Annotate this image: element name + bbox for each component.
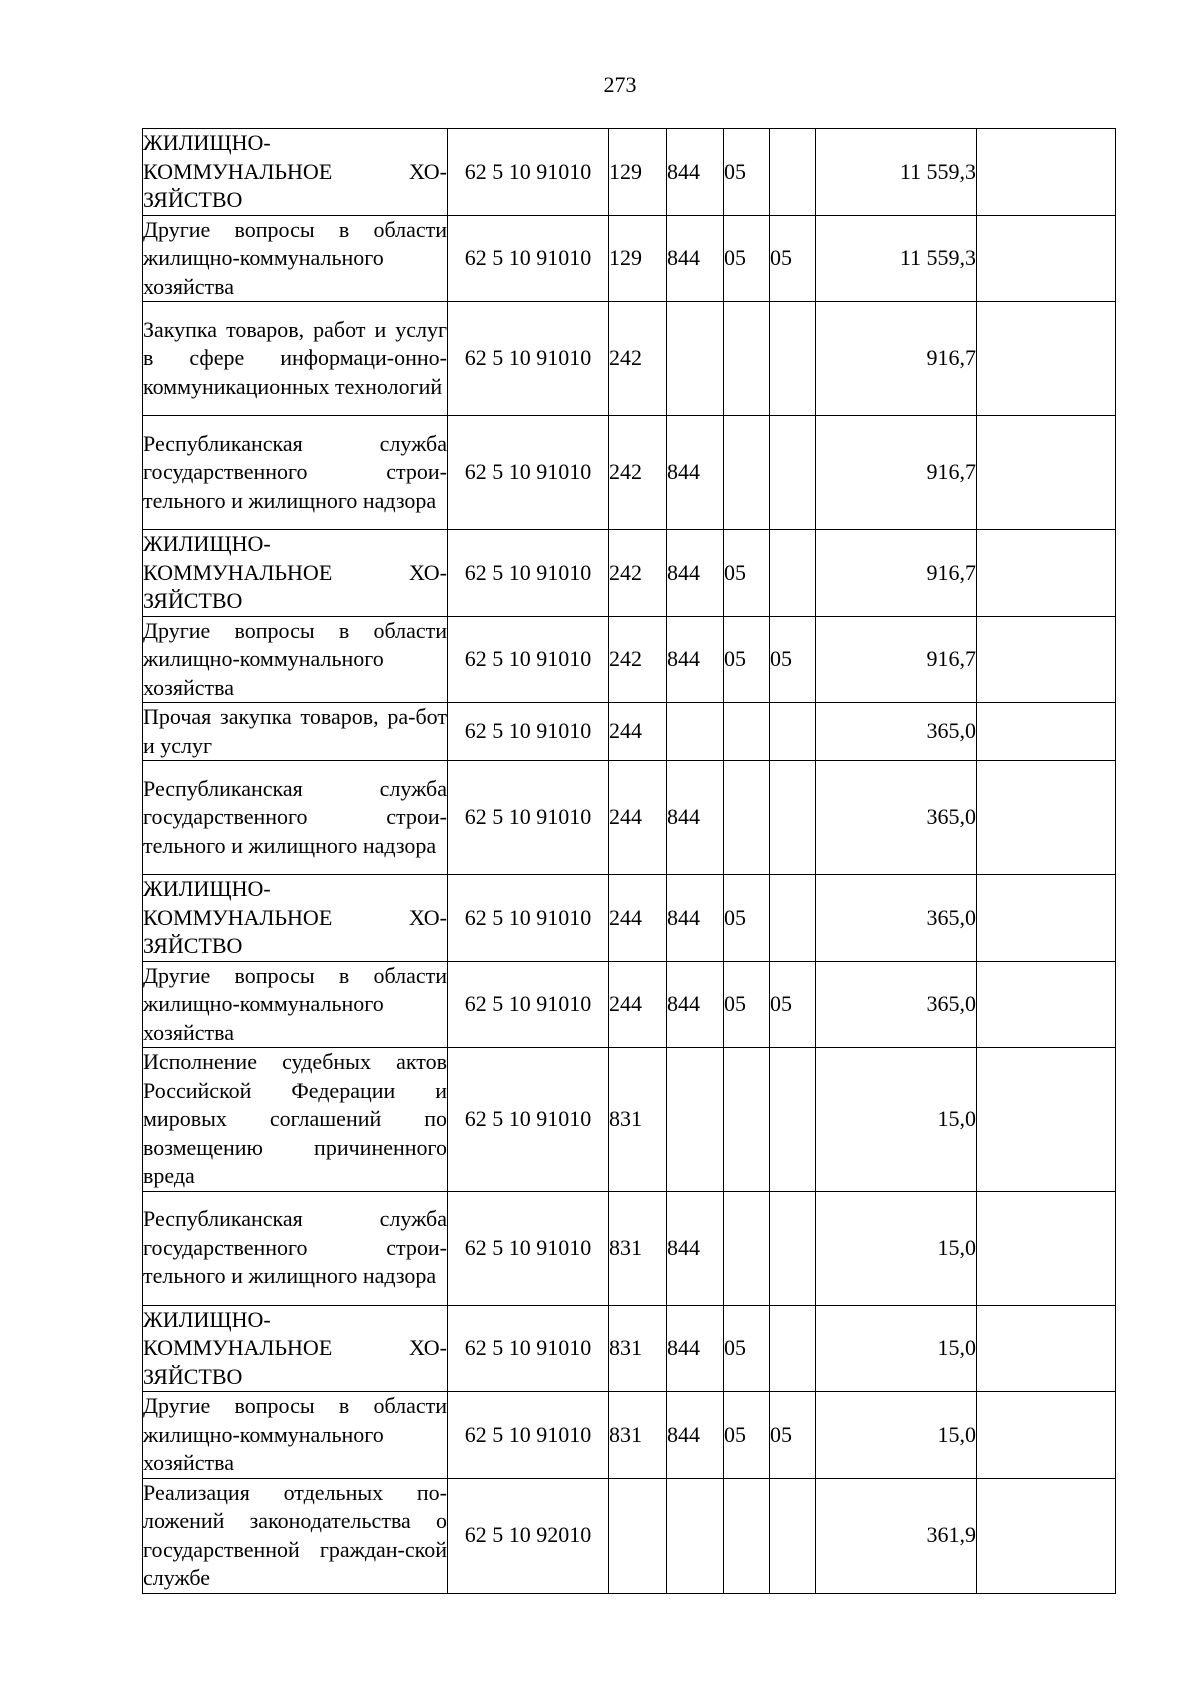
department-code-cell: 844 — [667, 961, 724, 1048]
expense-type-code-cell: 244 — [609, 875, 667, 962]
section-code-cell — [724, 1478, 770, 1593]
target-article-code-cell: 62 5 10 91010 — [448, 1392, 609, 1479]
expense-type-code-cell: 242 — [609, 416, 667, 530]
table-row — [143, 1191, 1116, 1305]
section-code-cell: 05 — [724, 875, 770, 962]
amount-cell: 365,0 — [816, 961, 977, 1048]
empty-cell — [977, 1191, 1116, 1305]
subsection-code-cell: 05 — [770, 1392, 816, 1479]
amount-cell: 15,0 — [816, 1305, 977, 1392]
section-code-cell: 05 — [724, 215, 770, 302]
subsection-code-cell — [770, 530, 816, 617]
empty-cell — [977, 703, 1116, 761]
table-row — [143, 961, 1116, 1048]
expense-type-code-cell: 831 — [609, 1191, 667, 1305]
empty-cell — [977, 215, 1116, 302]
amount-cell: 361,9 — [816, 1478, 977, 1593]
expense-type-code-cell — [609, 1478, 667, 1593]
amount-cell: 365,0 — [816, 875, 977, 962]
empty-cell — [977, 1392, 1116, 1479]
department-code-cell: 844 — [667, 215, 724, 302]
section-code-cell — [724, 416, 770, 530]
section-code-cell — [724, 703, 770, 761]
department-code-cell: 844 — [667, 761, 724, 875]
expense-name-cell: Другие вопросы в области жилищно-коммунального хозяйства — [143, 1392, 448, 1479]
subsection-code-cell — [770, 416, 816, 530]
expense-name-cell: Республиканская служба государственного строи-тельного и жилищного надзора — [143, 1191, 448, 1305]
empty-cell — [977, 875, 1116, 962]
table-body — [143, 129, 1116, 1594]
expense-type-code-cell: 244 — [609, 761, 667, 875]
table-row — [143, 1305, 1116, 1392]
table-row — [143, 302, 1116, 416]
expense-type-code-cell: 831 — [609, 1048, 667, 1192]
table-row — [143, 875, 1116, 962]
subsection-code-cell — [770, 875, 816, 962]
department-code-cell — [667, 703, 724, 761]
department-code-cell — [667, 1048, 724, 1192]
target-article-code-cell: 62 5 10 91010 — [448, 129, 609, 216]
department-code-cell: 844 — [667, 1392, 724, 1479]
section-code-cell: 05 — [724, 1392, 770, 1479]
target-article-code-cell: 62 5 10 91010 — [448, 616, 609, 703]
subsection-code-cell — [770, 761, 816, 875]
department-code-cell — [667, 1478, 724, 1593]
expense-type-code-cell: 242 — [609, 302, 667, 416]
table-row — [143, 1048, 1116, 1192]
expense-name-cell: Другие вопросы в области жилищно-коммунального хозяйства — [143, 215, 448, 302]
expense-name-cell: Реализация отдельных по-ложений законодательства о государственной граждан-ской службе — [143, 1478, 448, 1593]
section-code-cell: 05 — [724, 129, 770, 216]
target-article-code-cell: 62 5 10 91010 — [448, 703, 609, 761]
empty-cell — [977, 1478, 1116, 1593]
empty-cell — [977, 416, 1116, 530]
target-article-code-cell: 62 5 10 91010 — [448, 875, 609, 962]
empty-cell — [977, 616, 1116, 703]
subsection-code-cell — [770, 1305, 816, 1392]
expense-name-cell: ЖИЛИЩНО-КОММУНАЛЬНОЕ ХО-ЗЯЙСТВО — [143, 1305, 448, 1392]
amount-cell: 15,0 — [816, 1392, 977, 1479]
table-row — [143, 416, 1116, 530]
subsection-code-cell — [770, 1478, 816, 1593]
expense-name-cell: ЖИЛИЩНО-КОММУНАЛЬНОЕ ХО-ЗЯЙСТВО — [143, 129, 448, 216]
section-code-cell — [724, 761, 770, 875]
expense-type-code-cell: 244 — [609, 961, 667, 1048]
target-article-code-cell: 62 5 10 91010 — [448, 761, 609, 875]
section-code-cell: 05 — [724, 530, 770, 617]
target-article-code-cell: 62 5 10 91010 — [448, 530, 609, 617]
table-row — [143, 1478, 1116, 1593]
department-code-cell: 844 — [667, 616, 724, 703]
expense-name-cell: Республиканская служба государственного строи-тельного и жилищного надзора — [143, 761, 448, 875]
amount-cell: 916,7 — [816, 302, 977, 416]
amount-cell: 365,0 — [816, 761, 977, 875]
table-row — [143, 215, 1116, 302]
table-row — [143, 703, 1116, 761]
subsection-code-cell: 05 — [770, 961, 816, 1048]
target-article-code-cell: 62 5 10 91010 — [448, 1305, 609, 1392]
expense-type-code-cell: 242 — [609, 616, 667, 703]
amount-cell: 365,0 — [816, 703, 977, 761]
budget-table — [142, 128, 1116, 1594]
expense-name-cell: Исполнение судебных актов Российской Федерации и мировых соглашений по возмещению причиненного вреда — [143, 1048, 448, 1192]
target-article-code-cell: 62 5 10 91010 — [448, 961, 609, 1048]
empty-cell — [977, 961, 1116, 1048]
table-row — [143, 1392, 1116, 1479]
target-article-code-cell: 62 5 10 91010 — [448, 215, 609, 302]
expense-name-cell: Другие вопросы в области жилищно-коммунального хозяйства — [143, 616, 448, 703]
amount-cell: 11 559,3 — [816, 129, 977, 216]
department-code-cell — [667, 302, 724, 416]
expense-name-cell: Республиканская служба государственного строи-тельного и жилищного надзора — [143, 416, 448, 530]
section-code-cell — [724, 302, 770, 416]
empty-cell — [977, 1305, 1116, 1392]
empty-cell — [977, 530, 1116, 617]
subsection-code-cell — [770, 302, 816, 416]
subsection-code-cell — [770, 703, 816, 761]
expense-type-code-cell: 129 — [609, 215, 667, 302]
department-code-cell: 844 — [667, 416, 724, 530]
target-article-code-cell: 62 5 10 91010 — [448, 1048, 609, 1192]
page-number: 273 — [603, 72, 637, 97]
empty-cell — [977, 761, 1116, 875]
department-code-cell: 844 — [667, 1305, 724, 1392]
empty-cell — [977, 302, 1116, 416]
department-code-cell: 844 — [667, 1191, 724, 1305]
expense-name-cell: Другие вопросы в области жилищно-коммунального хозяйства — [143, 961, 448, 1048]
section-code-cell — [724, 1191, 770, 1305]
empty-cell — [977, 1048, 1116, 1192]
expense-name-cell: ЖИЛИЩНО-КОММУНАЛЬНОЕ ХО-ЗЯЙСТВО — [143, 530, 448, 617]
expense-type-code-cell: 831 — [609, 1392, 667, 1479]
expense-type-code-cell: 242 — [609, 530, 667, 617]
expense-type-code-cell: 129 — [609, 129, 667, 216]
table-row — [143, 129, 1116, 216]
amount-cell: 916,7 — [816, 530, 977, 617]
section-code-cell: 05 — [724, 961, 770, 1048]
section-code-cell — [724, 1048, 770, 1192]
subsection-code-cell — [770, 129, 816, 216]
department-code-cell: 844 — [667, 129, 724, 216]
expense-name-cell: Закупка товаров, работ и услуг в сфере информаци-онно-коммуникационных технологий — [143, 302, 448, 416]
subsection-code-cell: 05 — [770, 215, 816, 302]
amount-cell: 916,7 — [816, 616, 977, 703]
subsection-code-cell — [770, 1048, 816, 1192]
amount-cell: 11 559,3 — [816, 215, 977, 302]
expense-type-code-cell: 831 — [609, 1305, 667, 1392]
subsection-code-cell: 05 — [770, 616, 816, 703]
expense-name-cell: ЖИЛИЩНО-КОММУНАЛЬНОЕ ХО-ЗЯЙСТВО — [143, 875, 448, 962]
target-article-code-cell: 62 5 10 91010 — [448, 302, 609, 416]
target-article-code-cell: 62 5 10 92010 — [448, 1478, 609, 1593]
target-article-code-cell: 62 5 10 91010 — [448, 1191, 609, 1305]
amount-cell: 15,0 — [816, 1048, 977, 1192]
subsection-code-cell — [770, 1191, 816, 1305]
table-row — [143, 530, 1116, 617]
expense-type-code-cell: 244 — [609, 703, 667, 761]
table-row — [143, 761, 1116, 875]
amount-cell: 15,0 — [816, 1191, 977, 1305]
expense-name-cell: Прочая закупка товаров, ра-бот и услуг — [143, 703, 448, 761]
section-code-cell: 05 — [724, 1305, 770, 1392]
amount-cell: 916,7 — [816, 416, 977, 530]
empty-cell — [977, 129, 1116, 216]
department-code-cell: 844 — [667, 875, 724, 962]
target-article-code-cell: 62 5 10 91010 — [448, 416, 609, 530]
section-code-cell: 05 — [724, 616, 770, 703]
department-code-cell: 844 — [667, 530, 724, 617]
table-row — [143, 616, 1116, 703]
